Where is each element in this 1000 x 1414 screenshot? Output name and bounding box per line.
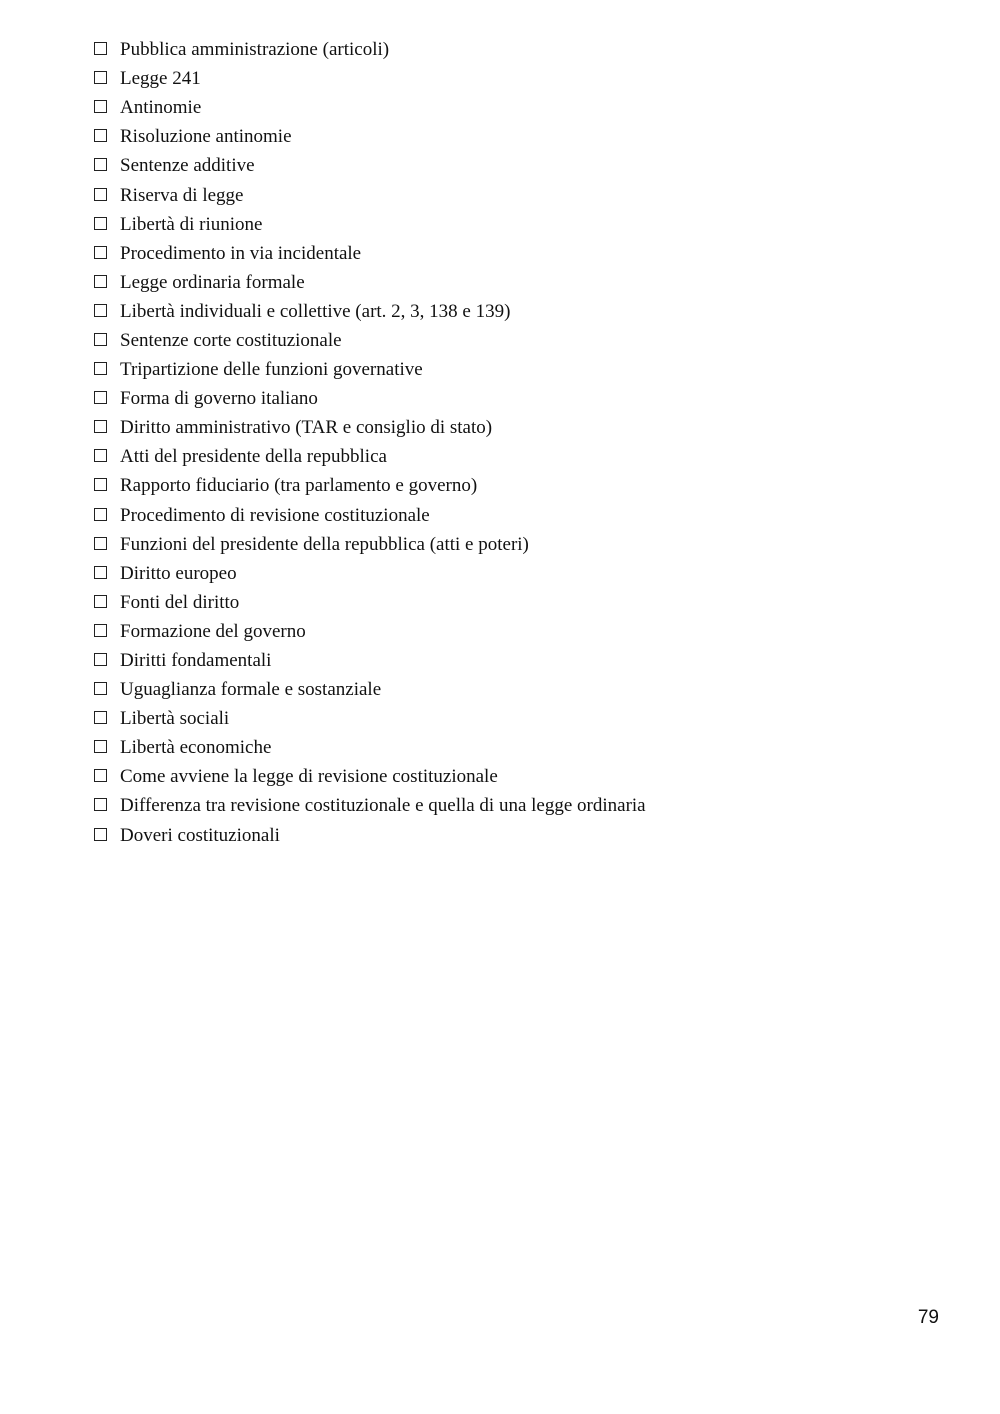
checklist-item-label: Diritti fondamentali xyxy=(120,650,272,672)
checkbox-icon[interactable] xyxy=(94,653,107,666)
checklist-item-label: Uguaglianza formale e sostanziale xyxy=(120,679,382,701)
checkbox-icon[interactable] xyxy=(94,42,107,55)
checklist-item-label: Differenza tra revisione costituzionale e quella di una legge ordinaria xyxy=(120,795,646,817)
checkbox-icon[interactable] xyxy=(94,100,107,113)
checkbox-icon[interactable] xyxy=(94,246,107,259)
checkbox-icon[interactable] xyxy=(94,275,107,288)
checklist-item-label: Diritto amministrativo (TAR e consiglio di stato) xyxy=(120,417,493,439)
checklist-item xyxy=(94,239,646,268)
checkbox-icon[interactable] xyxy=(94,188,107,201)
checklist-item xyxy=(94,122,646,151)
checklist-item xyxy=(94,617,646,646)
checklist-item xyxy=(94,355,646,384)
checklist-item xyxy=(94,471,646,500)
checklist-item-label: Antinomie xyxy=(120,97,202,119)
checkbox-icon[interactable] xyxy=(94,711,107,724)
checkbox-icon[interactable] xyxy=(94,508,107,521)
checkbox-icon[interactable] xyxy=(94,391,107,404)
checklist-item xyxy=(94,733,646,762)
checklist-item xyxy=(94,791,646,820)
page-number: 79 xyxy=(917,1307,939,1328)
checklist-item xyxy=(94,530,646,559)
checklist-item xyxy=(94,297,646,326)
checklist-item-label: Fonti del diritto xyxy=(120,591,240,613)
checklist-item xyxy=(94,675,646,704)
checkbox-icon[interactable] xyxy=(94,304,107,317)
checklist-item-label: Sentenze corte costituzionale xyxy=(120,329,342,351)
checklist-item-label: Libertà individuali e collettive (art. 2, 3, 138 e 139) xyxy=(120,300,511,322)
checklist-item-label: Rapporto fiduciario (tra parlamento e governo) xyxy=(120,475,478,497)
checkbox-icon[interactable] xyxy=(94,449,107,462)
checkbox-icon[interactable] xyxy=(94,537,107,550)
checklist-item xyxy=(94,210,646,239)
checklist-item-label: Legge ordinaria formale xyxy=(120,271,305,293)
checklist-item xyxy=(94,326,646,355)
checkbox-icon[interactable] xyxy=(94,624,107,637)
checklist-item xyxy=(94,93,646,122)
checklist-item xyxy=(94,559,646,588)
checkbox-icon[interactable] xyxy=(94,769,107,782)
checkbox-icon[interactable] xyxy=(94,71,107,84)
checklist-item xyxy=(94,35,646,64)
checkbox-icon[interactable] xyxy=(94,129,107,142)
checklist-item-label: Libertà di riunione xyxy=(120,213,263,235)
topic-checklist xyxy=(94,35,646,850)
checklist-item-label: Formazione del governo xyxy=(120,620,306,642)
checkbox-icon[interactable] xyxy=(94,217,107,230)
checkbox-icon[interactable] xyxy=(94,740,107,753)
checklist-item xyxy=(94,704,646,733)
checklist-item-label: Come avviene la legge di revisione costituzionale xyxy=(120,766,498,788)
checklist-item xyxy=(94,384,646,413)
checkbox-icon[interactable] xyxy=(94,362,107,375)
checklist-item xyxy=(94,501,646,530)
checklist-item-label: Libertà sociali xyxy=(120,708,230,730)
checklist-item-label: Sentenze additive xyxy=(120,155,255,177)
checklist-item-label: Legge 241 xyxy=(120,68,201,90)
checklist-item xyxy=(94,588,646,617)
checklist-item xyxy=(94,151,646,180)
checklist-item xyxy=(94,413,646,442)
checklist-item-label: Pubblica amministrazione (articoli) xyxy=(120,39,390,61)
checklist-item xyxy=(94,762,646,791)
checklist-item-label: Tripartizione delle funzioni governative xyxy=(120,359,423,381)
checkbox-icon[interactable] xyxy=(94,682,107,695)
checklist-item-label: Doveri costituzionali xyxy=(120,824,280,846)
checkbox-icon[interactable] xyxy=(94,595,107,608)
checklist-item xyxy=(94,268,646,297)
checkbox-icon[interactable] xyxy=(94,828,107,841)
checkbox-icon[interactable] xyxy=(94,333,107,346)
checklist-item-label: Funzioni del presidente della repubblica (atti e poteri) xyxy=(120,533,529,555)
checklist-item-label: Forma di governo italiano xyxy=(120,388,318,410)
checklist-item-label: Diritto europeo xyxy=(120,562,237,584)
checklist-item xyxy=(94,821,646,850)
checklist-item-label: Procedimento in via incidentale xyxy=(120,242,362,264)
checklist-item-label: Atti del presidente della repubblica xyxy=(120,446,387,468)
checklist-item-label: Risoluzione antinomie xyxy=(120,126,292,148)
checkbox-icon[interactable] xyxy=(94,158,107,171)
checklist-item xyxy=(94,64,646,93)
checklist-item xyxy=(94,442,646,471)
checkbox-icon[interactable] xyxy=(94,798,107,811)
checklist-item xyxy=(94,646,646,675)
checkbox-icon[interactable] xyxy=(94,420,107,433)
checklist-item xyxy=(94,180,646,209)
checklist-item-label: Procedimento di revisione costituzionale xyxy=(120,504,430,526)
checkbox-icon[interactable] xyxy=(94,478,107,491)
checkbox-icon[interactable] xyxy=(94,566,107,579)
checklist-item-label: Libertà economiche xyxy=(120,737,272,759)
checklist-item-label: Riserva di legge xyxy=(120,184,244,206)
